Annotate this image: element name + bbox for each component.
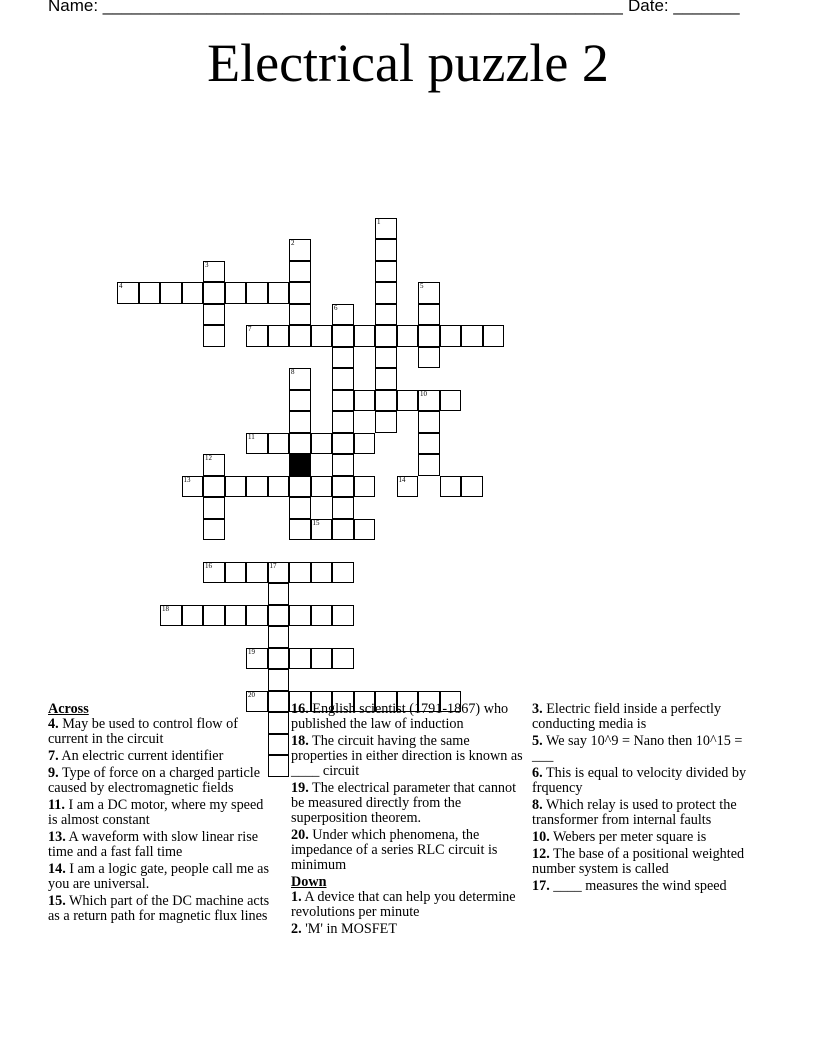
clue-down-2	[291, 922, 523, 937]
crossword-cell[interactable]	[375, 390, 397, 412]
clue-number: 20.	[291, 827, 309, 843]
crossword-cell[interactable]	[418, 411, 440, 433]
crossword-cell[interactable]	[418, 454, 440, 476]
clue-number: 3.	[532, 701, 543, 717]
crossword-cell[interactable]	[375, 218, 397, 240]
clue-text: ____ measures the wind speed	[553, 878, 727, 894]
cell-number: 10	[420, 389, 427, 398]
crossword-cell[interactable]	[268, 282, 290, 304]
clue-across-9	[48, 766, 273, 796]
clue-number: 17.	[532, 878, 550, 894]
crossword-cell[interactable]	[117, 282, 139, 304]
crossword-cell[interactable]	[246, 562, 268, 584]
crossword-cell[interactable]	[289, 476, 311, 498]
clue-down-12	[532, 847, 754, 877]
clue-across-13	[48, 830, 273, 860]
crossword-cell[interactable]	[268, 433, 290, 455]
clue-text: This is equal to velocity divided by frquency	[532, 765, 747, 796]
clue-text: May be used to control flow of current in the circuit	[48, 716, 238, 747]
clue-number: 18.	[291, 733, 309, 749]
clue-across-16	[291, 702, 523, 732]
crossword-cell[interactable]	[354, 390, 376, 412]
crossword-cell[interactable]	[246, 605, 268, 627]
crossword-cell[interactable]	[375, 304, 397, 326]
clue-text: An electric current identifier	[61, 748, 224, 764]
crossword-cell[interactable]	[289, 390, 311, 412]
clue-text: The base of a positional weighted number system is called	[532, 846, 745, 877]
clues-column-3	[532, 702, 754, 896]
clue-number: 16.	[291, 701, 309, 717]
crossword-cell[interactable]	[397, 390, 419, 412]
crossword-cell[interactable]	[160, 282, 182, 304]
crossword-cell[interactable]	[311, 325, 333, 347]
crossword-cell[interactable]	[289, 519, 311, 541]
cell-number: 19	[248, 647, 255, 656]
clue-across-7	[48, 749, 273, 764]
crossword-cell[interactable]	[354, 476, 376, 498]
cell-number: 11	[248, 432, 255, 441]
cell-number: 6	[334, 303, 338, 312]
crossword-cell[interactable]	[268, 626, 290, 648]
crossword-cell[interactable]	[397, 325, 419, 347]
crossword-cell[interactable]	[311, 519, 333, 541]
crossword-cell[interactable]	[268, 669, 290, 691]
clue-down-5	[532, 734, 754, 764]
clue-across-19	[291, 781, 523, 826]
crossword-cell[interactable]	[375, 347, 397, 369]
clue-text: Which part of the DC machine acts as a return path for magnetic flux lines	[48, 893, 270, 924]
cell-number: 16	[205, 561, 212, 570]
clue-down-17	[532, 879, 754, 894]
crossword-cell[interactable]	[418, 433, 440, 455]
crossword-cell[interactable]	[375, 325, 397, 347]
crossword-cell[interactable]	[332, 648, 354, 670]
crossword-cell[interactable]	[332, 497, 354, 519]
crossword-cell[interactable]	[225, 282, 247, 304]
crossword-cell[interactable]	[332, 304, 354, 326]
cell-number: 20	[248, 690, 255, 699]
crossword-cell[interactable]	[225, 562, 247, 584]
crossword-cell[interactable]	[461, 325, 483, 347]
clue-across-20	[291, 828, 523, 873]
crossword-cell[interactable]	[246, 476, 268, 498]
clue-across-11	[48, 798, 273, 828]
clue-number: 11.	[48, 797, 65, 813]
clue-down-6	[532, 766, 754, 796]
cell-number: 4	[119, 282, 123, 290]
clue-text: Under which phenomena, the impedance of a series RLC circuit is minimum	[291, 827, 498, 873]
date-line: Date: _______	[628, 0, 740, 15]
crossword-cell[interactable]	[440, 476, 462, 498]
clue-text: Type of force on a charged particle caused by electromagnetic fields	[48, 765, 260, 796]
crossword-cell[interactable]	[440, 390, 462, 412]
crossword-cell[interactable]	[268, 583, 290, 605]
clue-text: We say 10^9 = Nano then 10^15 = ___	[532, 733, 743, 764]
clue-text: The electrical parameter that cannot be measured directly from the superposition theorem.	[291, 780, 517, 826]
crossword-cell[interactable]	[203, 282, 225, 304]
cell-number: 14	[398, 475, 406, 484]
crossword-cell[interactable]	[375, 411, 397, 433]
clue-across-18	[291, 734, 523, 779]
crossword-cell[interactable]	[375, 239, 397, 261]
clue-number: 19.	[291, 780, 309, 796]
crossword-cell[interactable]	[225, 605, 247, 627]
crossword-cell[interactable]	[289, 497, 311, 519]
crossword-cell[interactable]	[246, 433, 268, 455]
crossword-cell[interactable]	[289, 411, 311, 433]
crossword-cell[interactable]	[332, 347, 354, 369]
clue-number: 10.	[532, 829, 550, 845]
clue-number: 12.	[532, 846, 550, 862]
crossword-cell[interactable]	[483, 325, 505, 347]
crossword-cell[interactable]	[203, 304, 225, 326]
crossword-cell[interactable]	[375, 261, 397, 283]
clue-across-14	[48, 862, 273, 892]
cell-number: 17	[269, 561, 277, 570]
clue-number: 6.	[532, 765, 543, 781]
crossword-cell[interactable]	[332, 605, 354, 627]
clue-down-8	[532, 798, 754, 828]
crossword-cell[interactable]	[289, 239, 311, 261]
clue-number: 2.	[291, 921, 302, 937]
crossword-cell[interactable]	[182, 605, 204, 627]
clue-number: 1.	[291, 889, 302, 905]
crossword-cell[interactable]	[160, 605, 182, 627]
clue-number: 4.	[48, 716, 59, 732]
crossword-cell[interactable]	[332, 562, 354, 584]
cell-number: 5	[420, 282, 424, 290]
crossword-cell[interactable]	[418, 282, 440, 304]
crossword-cell[interactable]	[311, 605, 333, 627]
crossword-cell[interactable]	[375, 282, 397, 304]
crossword-cell[interactable]	[332, 390, 354, 412]
page-title: Electrical puzzle 2	[207, 33, 609, 93]
crossword-cell[interactable]	[332, 476, 354, 498]
crossword-cell[interactable]	[246, 282, 268, 304]
clue-text: 'M' in MOSFET	[305, 921, 398, 937]
crossword-cell[interactable]	[268, 648, 290, 670]
clue-number: 14.	[48, 861, 66, 877]
crossword-cell[interactable]	[268, 325, 290, 347]
clue-text: The circuit having the same properties in either direction is known as ____ circuit	[291, 733, 523, 779]
crossword-cell[interactable]	[182, 476, 204, 498]
crossword-cell[interactable]	[289, 325, 311, 347]
crossword-cell[interactable]	[289, 562, 311, 584]
clues-column-1	[48, 702, 273, 926]
clues-column-2	[291, 702, 523, 939]
clue-number: 13.	[48, 829, 66, 845]
crossword-cell[interactable]	[354, 519, 376, 541]
crossword-cell[interactable]	[311, 648, 333, 670]
clue-text: A waveform with slow linear rise time and a fast fall time	[48, 829, 259, 860]
crossword-cell[interactable]	[354, 433, 376, 455]
cell-number: 15	[312, 518, 320, 527]
crossword-cell[interactable]	[332, 454, 354, 476]
crossword-cell[interactable]	[289, 304, 311, 326]
crossword-cell[interactable]	[139, 282, 161, 304]
clue-number: 8.	[532, 797, 543, 813]
cell-number: 18	[162, 604, 169, 613]
crossword-cell[interactable]	[203, 605, 225, 627]
crossword-cell[interactable]	[418, 304, 440, 326]
crossword-cell[interactable]	[289, 605, 311, 627]
crossword-cell[interactable]	[289, 282, 311, 304]
clue-across-4	[48, 717, 273, 747]
crossword-cell[interactable]	[311, 433, 333, 455]
crossword-cell[interactable]	[246, 648, 268, 670]
crossword-cell[interactable]	[203, 261, 225, 283]
clue-text: Electric field inside a perfectly conducting media is	[532, 701, 722, 732]
black-square	[289, 454, 311, 476]
cell-number: 2	[291, 239, 295, 247]
clue-text: I am a logic gate, people call me as you are universal.	[48, 861, 270, 892]
crossword-cell[interactable]	[332, 325, 354, 347]
clue-number: 5.	[532, 733, 543, 749]
crossword-cell[interactable]	[418, 390, 440, 412]
cell-number: 1	[377, 217, 381, 226]
crossword-cell[interactable]	[203, 476, 225, 498]
crossword-cell[interactable]	[289, 648, 311, 670]
clue-number: 7.	[48, 748, 59, 764]
crossword-cell[interactable]	[332, 433, 354, 455]
cell-number: 7	[248, 325, 252, 333]
crossword-cell[interactable]	[268, 605, 290, 627]
crossword-cell[interactable]	[203, 562, 225, 584]
crossword-cell[interactable]	[332, 368, 354, 390]
down-heading: Down	[291, 874, 327, 890]
crossword-cell[interactable]	[375, 368, 397, 390]
clue-text: I am a DC motor, where my speed is almost constant	[48, 797, 264, 828]
clue-text: English scientist (1791-1867) who published the law of induction	[291, 701, 509, 732]
crossword-cell[interactable]	[440, 325, 462, 347]
crossword-cell[interactable]	[418, 347, 440, 369]
crossword-cell[interactable]	[397, 476, 419, 498]
clue-text: Webers per meter square is	[553, 829, 707, 845]
crossword-cell[interactable]	[203, 497, 225, 519]
across-heading: Across	[48, 701, 89, 717]
cell-number: 12	[205, 454, 212, 462]
crossword-cell[interactable]	[225, 476, 247, 498]
clue-down-10	[532, 830, 754, 845]
crossword-cell[interactable]	[203, 454, 225, 476]
crossword-cell[interactable]	[268, 562, 290, 584]
crossword-cell[interactable]	[311, 476, 333, 498]
crossword-cell[interactable]	[246, 325, 268, 347]
crossword-cell[interactable]	[332, 519, 354, 541]
crossword-cell[interactable]	[311, 562, 333, 584]
crossword-cell[interactable]	[203, 325, 225, 347]
clue-down-1	[291, 890, 523, 920]
crossword-cell[interactable]	[289, 433, 311, 455]
name-line: Name: _______________________________________________________	[48, 0, 623, 15]
cell-number: 3	[205, 260, 209, 269]
crossword-cell[interactable]	[461, 476, 483, 498]
clue-number: 9.	[48, 765, 59, 781]
clue-text: Which relay is used to protect the transformer from internal faults	[532, 797, 737, 828]
crossword-cell[interactable]	[289, 261, 311, 283]
crossword-cell[interactable]	[203, 519, 225, 541]
crossword-cell[interactable]	[289, 368, 311, 390]
crossword-cell[interactable]	[418, 325, 440, 347]
cell-number: 13	[183, 475, 191, 484]
crossword-cell[interactable]	[332, 411, 354, 433]
clue-down-3	[532, 702, 754, 732]
crossword-cell[interactable]	[182, 282, 204, 304]
crossword-cell[interactable]	[268, 476, 290, 498]
clue-text: A device that can help you determine revolutions per minute	[291, 889, 516, 920]
cell-number: 8	[291, 368, 295, 376]
crossword-cell[interactable]	[354, 325, 376, 347]
clue-number: 15.	[48, 893, 66, 909]
clue-across-15	[48, 894, 273, 924]
